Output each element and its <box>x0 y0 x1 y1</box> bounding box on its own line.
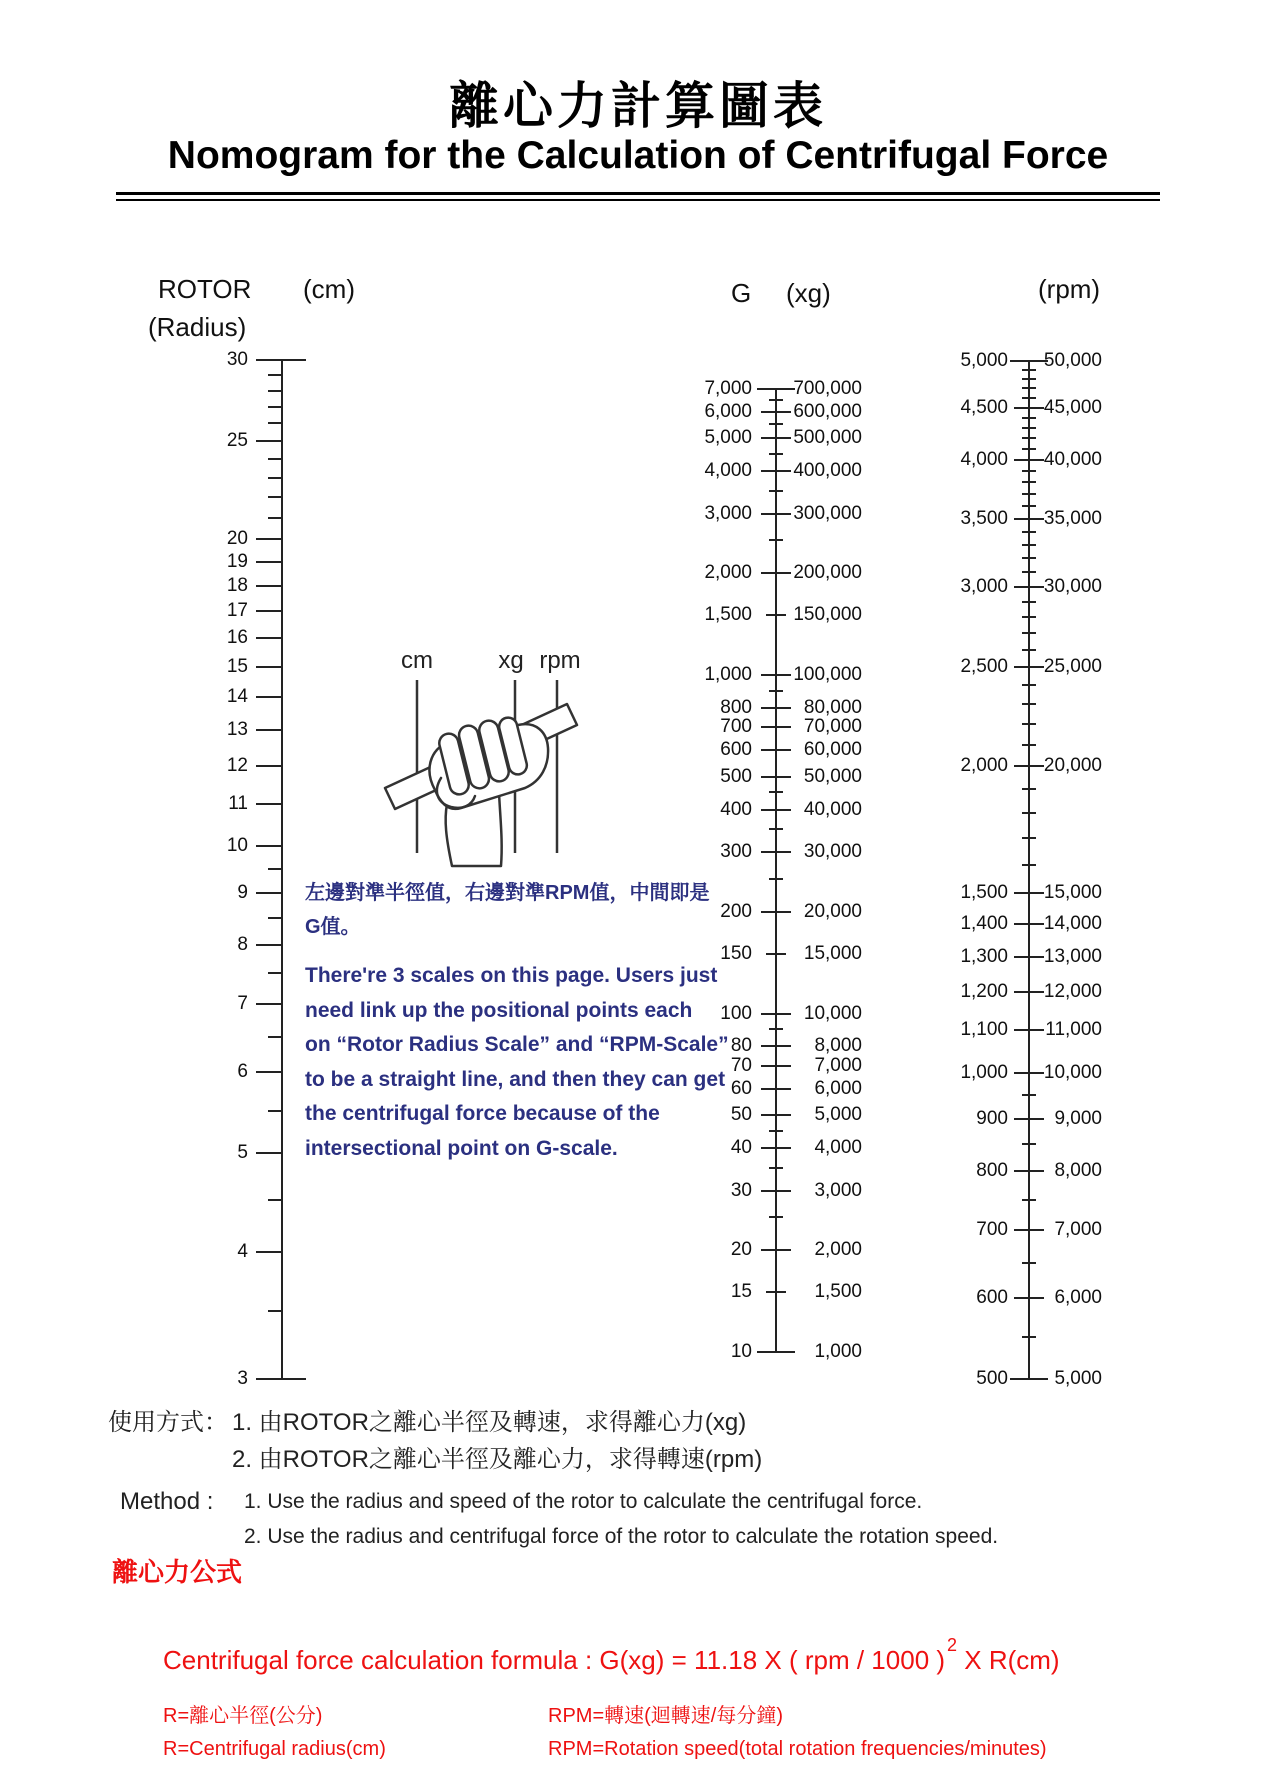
tick-rotor-12 <box>256 765 282 767</box>
minor-tick-rotor-3.5 <box>268 1310 282 1312</box>
tick-label-rotor-5: 5 <box>237 1141 248 1163</box>
text-line: 左邊對準半徑值，右邊對準RPM值，中間即是 <box>305 882 710 904</box>
tick-label-right-g-1000: 100,000 <box>793 664 862 686</box>
minor-tick-rpm-3600 <box>1022 505 1036 507</box>
tick-rotor-14 <box>256 696 282 698</box>
tick-label-right-rpm-700: 7,000 <box>1054 1219 1102 1241</box>
minor-tick-rotor-24 <box>268 458 282 460</box>
tick-g-600 <box>761 749 791 751</box>
tick-label-right-g-80: 8,000 <box>814 1035 862 1057</box>
minor-tick-rpm-650 <box>1022 1262 1036 1264</box>
text-line: intersectional point on G-scale. <box>305 1136 618 1160</box>
tick-label-right-g-20: 2,000 <box>814 1239 862 1261</box>
tick-label-rotor-19: 19 <box>226 551 248 573</box>
tick-rpm-4500 <box>1014 407 1044 409</box>
tick-rotor-3 <box>256 1378 306 1380</box>
minor-tick-g-5500 <box>769 423 783 425</box>
minor-tick-g-25 <box>769 1216 783 1218</box>
tick-rotor-5 <box>256 1152 282 1154</box>
title-underline <box>116 192 1160 201</box>
tick-rotor-30 <box>256 359 306 361</box>
minor-tick-g-2500 <box>769 539 783 541</box>
tick-g-3000 <box>761 513 791 515</box>
tick-label-rpm-2000: 2,000 <box>960 755 1008 777</box>
tick-label-right-g-50: 5,000 <box>814 1104 862 1126</box>
tick-rpm-1400 <box>1014 923 1044 925</box>
page-title-en: Nomogram for the Calculation of Centrifugal Force <box>167 134 1109 177</box>
tick-rotor-17 <box>256 610 282 612</box>
minor-tick-g-250 <box>769 878 783 880</box>
tick-rpm-2000 <box>1014 765 1044 767</box>
note-zh <box>305 876 709 944</box>
tick-label-g-100: 100 <box>720 1002 752 1024</box>
tick-label-rotor-30: 30 <box>226 349 248 370</box>
tick-label-g-500: 500 <box>720 765 752 787</box>
minor-tick-rpm-4900 <box>1022 369 1036 371</box>
text-line: RPM=轉速(迴轉速/每分鐘) <box>548 1705 783 1727</box>
tick-label-right-g-200: 20,000 <box>803 900 862 922</box>
tick-label-right-rpm-600: 6,000 <box>1054 1287 1102 1309</box>
formula-defs-radius <box>163 1700 386 1766</box>
minor-tick-rpm-1600 <box>1022 864 1036 866</box>
tick-label-g-40: 40 <box>730 1137 752 1159</box>
tick-label-rpm-1500: 1,500 <box>960 882 1008 904</box>
tick-rpm-4000 <box>1014 459 1044 461</box>
tick-label-rpm-1300: 1,300 <box>960 945 1008 967</box>
tick-rpm-5000 <box>1010 360 1048 362</box>
minor-tick-g-90 <box>769 1028 783 1030</box>
text-line: 2. 由ROTOR之離心半徑及離心力，求得轉速(rpm) <box>232 1446 763 1473</box>
minor-tick-rotor-21 <box>268 517 282 519</box>
rotor-scale-header: ROTOR <box>158 274 252 304</box>
tick-g-6000 <box>761 411 791 413</box>
page-title-zh: 離心力計算圖表 <box>449 78 827 134</box>
tick-rotor-20 <box>256 538 282 540</box>
minor-tick-g-35 <box>769 1167 783 1169</box>
text-line: R=Centrifugal radius(cm) <box>163 1738 386 1760</box>
minor-tick-rpm-750 <box>1022 1199 1036 1201</box>
tick-label-rpm-600: 600 <box>976 1287 1008 1309</box>
tick-label-g-3000: 3,000 <box>704 502 752 524</box>
rpm-scale-unit: (rpm) <box>1038 274 1101 304</box>
tick-label-right-g-300: 30,000 <box>803 841 862 863</box>
tick-label-right-g-600: 60,000 <box>803 739 862 761</box>
tick-label-rotor-20: 20 <box>226 528 248 550</box>
tick-g-20 <box>761 1249 791 1251</box>
text-line: 1. Use the radius and speed of the rotor to calculate the centrifugal force. <box>244 1490 923 1513</box>
tick-label-right-rpm-2000: 20,000 <box>1043 755 1102 777</box>
formula-text: Centrifugal force calculation formula : G(xg) = 11.18 X ( rpm / 1000 ) <box>163 1645 946 1675</box>
tick-rpm-1000 <box>1014 1072 1044 1074</box>
minor-tick-rpm-2800 <box>1022 616 1036 618</box>
minor-tick-rpm-2200 <box>1022 723 1036 725</box>
minor-tick-rpm-4700 <box>1022 387 1036 389</box>
tick-g-700 <box>761 726 791 728</box>
tick-label-right-rpm-1500: 15,000 <box>1043 882 1102 904</box>
minor-tick-g-450 <box>769 791 783 793</box>
tick-g-80 <box>761 1045 791 1047</box>
text-line: RPM=Rotation speed(total rotation frequencies/minutes) <box>548 1738 1047 1760</box>
text-line: There're 3 scales on this page. Users just <box>305 964 718 987</box>
minor-tick-rpm-2300 <box>1022 703 1036 705</box>
tick-label-right-rpm-1400: 14,000 <box>1043 912 1102 934</box>
tick-label-g-200: 200 <box>720 900 752 922</box>
tick-label-g-800: 800 <box>720 696 752 718</box>
minor-tick-rpm-1900 <box>1022 788 1036 790</box>
tick-rotor-6 <box>256 1071 282 1073</box>
tick-label-rotor-8: 8 <box>237 933 248 955</box>
tick-rpm-600 <box>1014 1297 1044 1299</box>
minor-tick-g-45 <box>769 1130 783 1132</box>
tick-label-right-rpm-4000: 40,000 <box>1043 448 1102 470</box>
minor-tick-rpm-550 <box>1022 1336 1036 1338</box>
tick-label-right-rpm-3000: 30,000 <box>1043 575 1102 597</box>
tick-rpm-700 <box>1014 1229 1044 1231</box>
tick-label-right-rpm-1000: 10,000 <box>1043 1061 1102 1083</box>
text-line: R=離心半徑(公分) <box>163 1705 323 1727</box>
tick-label-rotor-25: 25 <box>226 429 248 451</box>
minor-tick-rpm-4600 <box>1022 397 1036 399</box>
minor-tick-rpm-3900 <box>1022 470 1036 472</box>
tick-label-g-300: 300 <box>720 841 752 863</box>
minor-tick-g-4500 <box>769 453 783 455</box>
method-label-zh: 使用方式： <box>108 1409 228 1436</box>
tick-label-right-g-15: 1,500 <box>814 1281 862 1303</box>
tick-g-500 <box>761 776 791 778</box>
tick-label-right-rpm-1100: 11,000 <box>1045 1019 1102 1041</box>
minor-tick-rotor-6.5 <box>268 1036 282 1038</box>
tick-label-g-30: 30 <box>730 1179 752 1201</box>
tick-rpm-800 <box>1014 1170 1044 1172</box>
minor-tick-rotor-4.5 <box>268 1199 282 1201</box>
formula-heading: 離心力公式 <box>112 1557 243 1587</box>
tick-label-right-rpm-1300: 13,000 <box>1043 945 1102 967</box>
tick-label-g-600: 600 <box>720 739 752 761</box>
tick-g-5000 <box>761 437 791 439</box>
illustration-cm-label: cm <box>401 647 433 674</box>
minor-tick-rpm-2700 <box>1022 632 1036 634</box>
illustration-xg-label: xg <box>498 647 524 674</box>
tick-label-rotor-16: 16 <box>226 627 248 649</box>
method-label-en: Method : <box>120 1488 214 1515</box>
tick-label-g-150: 150 <box>720 942 752 964</box>
tick-label-right-g-500: 50,000 <box>803 765 862 787</box>
tick-label-g-10: 10 <box>730 1341 752 1362</box>
tick-label-rotor-6: 6 <box>237 1061 248 1083</box>
rotor-scale-subheader: (Radius) <box>148 312 247 342</box>
tick-rotor-15 <box>256 666 282 668</box>
hand-icon <box>429 716 548 866</box>
tick-label-g-4000: 4,000 <box>704 460 752 482</box>
text-line: 1. 由ROTOR之離心半徑及轉速，求得離心力(xg) <box>232 1409 747 1436</box>
tick-label-rotor-9: 9 <box>237 881 248 903</box>
tick-rpm-1100 <box>1014 1029 1044 1031</box>
tick-g-2000 <box>761 572 791 574</box>
minor-tick-rpm-4400 <box>1022 417 1036 419</box>
tick-label-rotor-15: 15 <box>226 655 248 677</box>
tick-rpm-3000 <box>1014 586 1044 588</box>
method-items-en <box>244 1484 998 1554</box>
tick-label-rotor-13: 13 <box>226 719 248 741</box>
minor-tick-rpm-4200 <box>1022 437 1036 439</box>
tick-label-rpm-1200: 1,200 <box>960 980 1008 1002</box>
g-scale-unit: (xg) <box>786 278 831 308</box>
tick-g-800 <box>761 707 791 709</box>
g-scale-header: G <box>731 278 752 308</box>
formula-line <box>163 1635 1060 1676</box>
rotor-scale-unit: (cm) <box>303 274 355 304</box>
minor-tick-rpm-2600 <box>1022 649 1036 651</box>
tick-label-right-g-7000: 700,000 <box>793 378 862 399</box>
tick-rotor-18 <box>256 585 282 587</box>
minor-tick-rpm-3200 <box>1022 557 1036 559</box>
tick-rpm-1200 <box>1014 991 1044 993</box>
text-line: need link up the positional points each <box>305 998 693 1022</box>
minor-tick-rotor-27 <box>268 406 282 408</box>
formula-exponent: 2 <box>947 1635 958 1655</box>
tick-g-50 <box>761 1114 791 1116</box>
scale-line-rpm <box>1028 361 1030 1379</box>
minor-tick-rpm-3300 <box>1022 544 1036 546</box>
tick-label-rotor-10: 10 <box>226 835 248 857</box>
illustration-rpm-label: rpm <box>539 647 581 674</box>
tick-label-rpm-1400: 1,400 <box>960 912 1008 934</box>
minor-tick-rpm-850 <box>1022 1143 1036 1145</box>
minor-tick-rotor-9.5 <box>268 868 282 870</box>
tick-g-60 <box>761 1088 791 1090</box>
tick-label-right-g-3000: 300,000 <box>793 502 862 524</box>
scale-line-g <box>775 389 777 1352</box>
tick-label-rotor-11: 11 <box>228 793 248 814</box>
minor-tick-rpm-950 <box>1022 1094 1036 1096</box>
tick-g-300 <box>761 851 791 853</box>
tick-label-right-rpm-5000: 50,000 <box>1043 350 1102 371</box>
tick-g-100 <box>761 1013 791 1015</box>
tick-label-right-rpm-1200: 12,000 <box>1043 980 1102 1002</box>
tick-label-g-5000: 5,000 <box>704 427 752 449</box>
tick-label-rpm-500: 500 <box>976 1368 1008 1389</box>
tick-label-right-g-6000: 600,000 <box>793 400 862 422</box>
tick-label-g-2000: 2,000 <box>704 562 752 584</box>
tick-label-rpm-2500: 2,500 <box>960 656 1008 678</box>
tick-label-g-400: 400 <box>720 798 752 820</box>
tick-rpm-1500 <box>1014 892 1044 894</box>
tick-rotor-25 <box>256 440 282 442</box>
tick-label-right-rpm-4500: 45,000 <box>1043 396 1102 418</box>
tick-label-rotor-12: 12 <box>226 754 248 776</box>
tick-label-right-g-100: 10,000 <box>803 1002 862 1024</box>
minor-tick-rpm-3400 <box>1022 531 1036 533</box>
minor-tick-rpm-2100 <box>1022 744 1036 746</box>
tick-label-rpm-900: 900 <box>976 1108 1008 1130</box>
minor-tick-rotor-22 <box>268 496 282 498</box>
minor-tick-rotor-8.5 <box>268 917 282 919</box>
method-items-zh <box>232 1404 762 1478</box>
tick-label-rotor-4: 4 <box>237 1240 248 1262</box>
tick-g-40 <box>761 1147 791 1149</box>
tick-g-400 <box>761 809 791 811</box>
minor-tick-rotor-23 <box>268 477 282 479</box>
tick-label-right-g-30: 3,000 <box>814 1179 862 1201</box>
minor-tick-g-6500 <box>769 399 783 401</box>
tick-rotor-16 <box>256 637 282 639</box>
formula-defs-rpm <box>548 1700 1047 1766</box>
tick-g-200 <box>761 911 791 913</box>
tick-label-rpm-1000: 1,000 <box>960 1061 1008 1083</box>
minor-tick-rpm-4100 <box>1022 448 1036 450</box>
tick-label-right-g-4000: 400,000 <box>793 460 862 482</box>
tick-label-g-7000: 7,000 <box>704 378 752 399</box>
tick-label-g-6000: 6,000 <box>704 400 752 422</box>
tick-label-right-g-1500: 150,000 <box>793 604 862 626</box>
tick-label-right-g-5000: 500,000 <box>793 427 862 449</box>
minor-tick-rpm-1700 <box>1022 837 1036 839</box>
tick-rotor-7 <box>256 1003 282 1005</box>
tick-g-4000 <box>761 470 791 472</box>
minor-tick-rpm-2400 <box>1022 684 1036 686</box>
tick-rotor-10 <box>256 845 282 847</box>
tick-label-rpm-3500: 3,500 <box>960 507 1008 529</box>
tick-rotor-8 <box>256 944 282 946</box>
minor-tick-rpm-2900 <box>1022 601 1036 603</box>
tick-rpm-2500 <box>1014 666 1044 668</box>
tick-label-right-g-2000: 200,000 <box>793 562 862 584</box>
tick-rotor-4 <box>256 1251 282 1253</box>
tick-g-1000 <box>761 674 791 676</box>
minor-tick-g-3500 <box>769 490 783 492</box>
tick-label-rpm-1100: 1,100 <box>960 1019 1008 1041</box>
tick-rotor-9 <box>256 892 282 894</box>
minor-tick-rotor-7.5 <box>268 972 282 974</box>
minor-tick-rotor-26 <box>268 422 282 424</box>
tick-label-g-80: 80 <box>730 1035 752 1057</box>
tick-label-right-g-400: 40,000 <box>803 798 862 820</box>
tick-label-right-g-10: 1,000 <box>814 1341 862 1362</box>
hand-ruler-illustration <box>340 638 660 868</box>
tick-g-30 <box>761 1190 791 1192</box>
text-line: on “Rotor Radius Scale” and “RPM-Scale” <box>305 1033 729 1057</box>
tick-label-g-50: 50 <box>730 1104 752 1126</box>
minor-tick-rpm-4300 <box>1022 427 1036 429</box>
text-line: 2. Use the radius and centrifugal force of the rotor to calculate the rotation speed. <box>244 1525 999 1548</box>
tick-rotor-11 <box>256 803 282 805</box>
tick-g-150 <box>766 953 786 955</box>
tick-label-g-1500: 1,500 <box>704 604 752 626</box>
formula-text-tail: X R(cm) <box>957 1645 1060 1675</box>
tick-label-g-60: 60 <box>730 1077 752 1099</box>
tick-label-rpm-700: 700 <box>976 1219 1008 1241</box>
tick-label-rpm-3000: 3,000 <box>960 575 1008 597</box>
tick-label-rotor-18: 18 <box>226 575 248 597</box>
minor-tick-rpm-3700 <box>1022 493 1036 495</box>
tick-label-right-g-40: 4,000 <box>814 1137 862 1159</box>
tick-label-g-70: 70 <box>730 1054 752 1076</box>
tick-label-right-g-700: 70,000 <box>803 716 862 738</box>
minor-tick-rpm-3800 <box>1022 481 1036 483</box>
text-line: the centrifugal force because of the <box>305 1102 660 1126</box>
tick-g-7000 <box>757 388 795 390</box>
tick-label-rotor-14: 14 <box>226 686 248 708</box>
tick-label-rpm-4500: 4,500 <box>960 396 1008 418</box>
tick-label-rpm-5000: 5,000 <box>960 350 1008 371</box>
minor-tick-rpm-3100 <box>1022 571 1036 573</box>
minor-tick-rpm-4800 <box>1022 378 1036 380</box>
tick-rpm-500 <box>1010 1378 1048 1380</box>
tick-label-right-rpm-900: 9,000 <box>1054 1108 1102 1130</box>
text-line: to be a straight line, and then they can get <box>305 1067 726 1091</box>
note-en <box>305 959 729 1167</box>
tick-label-right-g-800: 80,000 <box>803 696 862 718</box>
minor-tick-rotor-29 <box>268 374 282 376</box>
tick-label-right-g-60: 6,000 <box>814 1077 862 1099</box>
tick-label-right-rpm-3500: 35,000 <box>1043 507 1102 529</box>
tick-label-right-g-70: 7,000 <box>814 1054 862 1076</box>
minor-tick-rotor-28 <box>268 390 282 392</box>
tick-label-right-rpm-500: 5,000 <box>1054 1368 1102 1389</box>
tick-rotor-19 <box>256 561 282 563</box>
tick-label-rotor-17: 17 <box>226 600 248 622</box>
tick-g-15 <box>766 1291 786 1293</box>
tick-rotor-13 <box>256 729 282 731</box>
tick-label-right-rpm-800: 8,000 <box>1054 1160 1102 1182</box>
tick-g-10 <box>757 1351 795 1353</box>
minor-tick-rotor-5.5 <box>268 1110 282 1112</box>
tick-label-g-1000: 1,000 <box>704 664 752 686</box>
tick-g-70 <box>761 1065 791 1067</box>
tick-rpm-900 <box>1014 1118 1044 1120</box>
tick-label-g-15: 15 <box>730 1281 752 1303</box>
minor-tick-g-900 <box>769 690 783 692</box>
tick-label-rotor-7: 7 <box>237 993 248 1015</box>
tick-label-right-rpm-2500: 25,000 <box>1043 656 1102 678</box>
minor-tick-rpm-1800 <box>1022 812 1036 814</box>
tick-rpm-3500 <box>1014 518 1044 520</box>
tick-g-1500 <box>766 614 786 616</box>
tick-label-right-g-150: 15,000 <box>803 942 862 964</box>
minor-tick-g-350 <box>769 828 783 830</box>
tick-label-g-20: 20 <box>730 1239 752 1261</box>
tick-label-rpm-4000: 4,000 <box>960 448 1008 470</box>
tick-label-rotor-3: 3 <box>237 1368 248 1389</box>
text-line: G值。 <box>305 916 361 938</box>
tick-label-rpm-800: 800 <box>976 1160 1008 1182</box>
tick-label-g-700: 700 <box>720 716 752 738</box>
tick-rpm-1300 <box>1014 956 1044 958</box>
